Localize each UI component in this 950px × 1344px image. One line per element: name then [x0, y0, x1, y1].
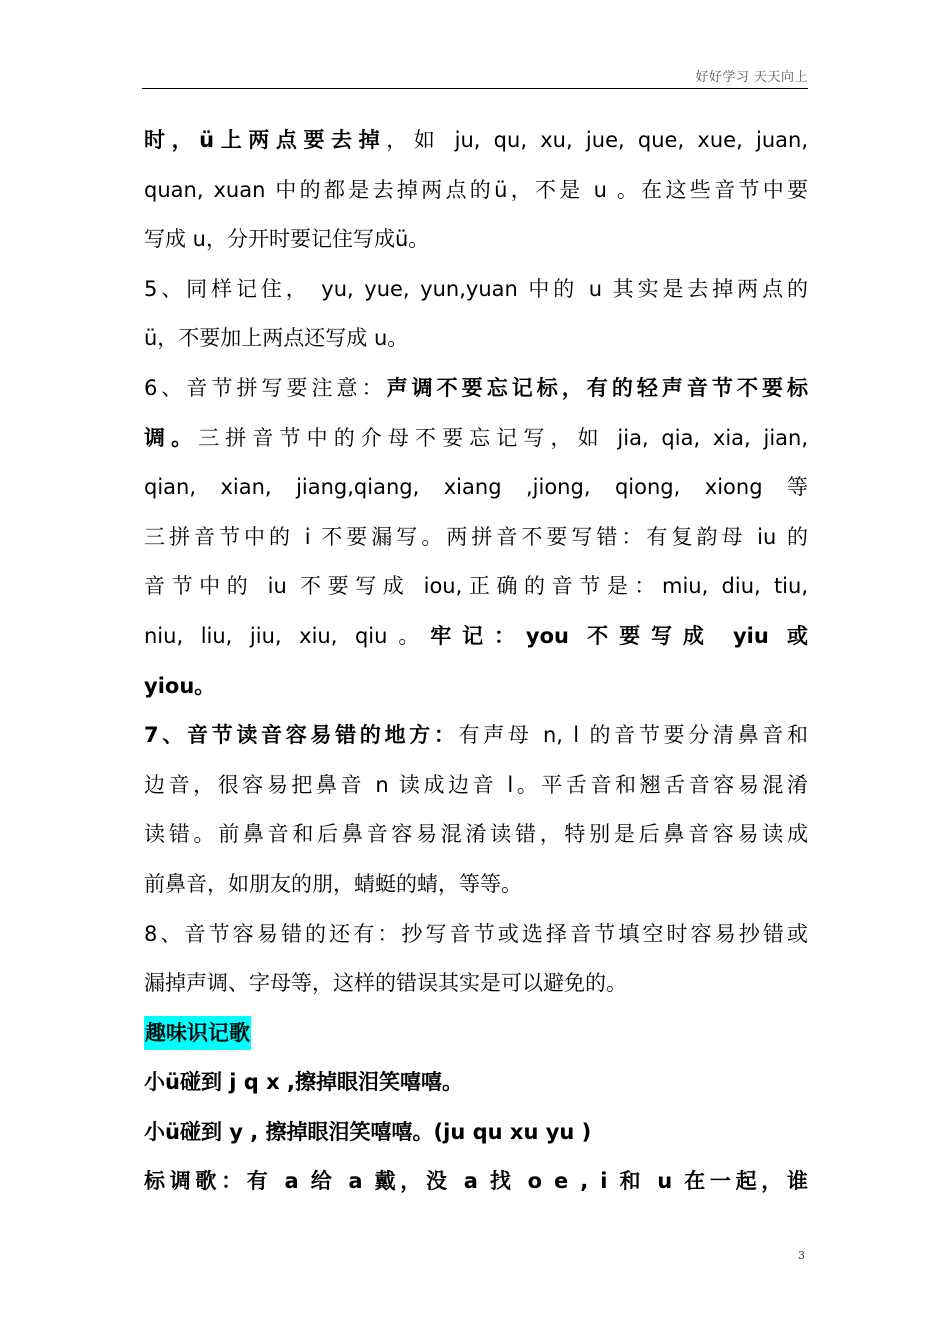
- header-divider: [142, 88, 808, 89]
- regular-text: 有声母 n, l 的音节要分清鼻音和: [458, 723, 808, 748]
- text-line-1: [144, 116, 808, 166]
- bold-text: 声调不要忘记标，有的轻声音节不要标: [386, 375, 808, 400]
- text-line-21: [144, 1108, 808, 1158]
- text-line-10: 音节中的 iu 不要写成 iou,正确的音节是：miu, diu, tiu,: [144, 574, 808, 599]
- regular-text: niu, liu, jiu, xiu, qiu。: [144, 623, 431, 648]
- text-line-15: 读错。前鼻音和后鼻音容易混淆读错，特别是后鼻音容易读成: [144, 822, 808, 847]
- document-body: [144, 116, 808, 1207]
- bold-text: 标调歌：有 a 给 a 戴，没 a 找 o e , i 和 u 在一起，谁: [144, 1169, 808, 1194]
- text-line-17: 8、音节容易错的还有：抄写音节或选择音节填空时容易抄错或: [144, 921, 808, 946]
- regular-text: 三拼音节中的介母不要忘记写，如 jia, qia, xia, jian,: [198, 425, 808, 450]
- text-line-12: [144, 662, 808, 712]
- text-line-8: qian, xian, jiang,qiang, xiang ,jiong, qiong, xiong 等: [144, 475, 808, 500]
- bold-text: 调。: [144, 425, 199, 450]
- regular-text: ，如 ju, qu, xu, jue, que, xue, juan,: [386, 128, 808, 152]
- page-number: 3: [798, 1249, 805, 1262]
- text-line-22: [144, 1157, 808, 1207]
- text-line-18: 漏掉声调、字母等，这样的错误其实是可以避免的。: [144, 971, 627, 996]
- bold-text: 小ü碰到 j q x ,擦掉眼泪笑嘻嘻。: [144, 1070, 463, 1095]
- text-line-11: [144, 612, 808, 662]
- text-line-4: 5、同样记住， yu, yue, yun,yuan 中的 u 其实是去掉两点的: [144, 276, 808, 301]
- bold-text: 牢记：you 不要写成 yiu 或: [430, 623, 808, 648]
- regular-text: 6、音节拼写要注意：: [144, 375, 387, 400]
- highlighted-heading: 趣味识记歌: [144, 1016, 251, 1050]
- text-line-14: 边音，很容易把鼻音 n 读成边音 l。平舌音和翘舌音容易混淆: [144, 772, 808, 797]
- text-line-9: 三拼音节中的 i 不要漏写。两拼音不要写错：有复韵母 iu 的: [144, 524, 808, 549]
- text-line-20: [144, 1058, 808, 1108]
- text-line-13: [144, 711, 808, 761]
- section-heading-line: [144, 1009, 808, 1059]
- text-line-5: ü，不要加上两点还写成 u。: [144, 326, 409, 351]
- text-line-2: quan, xuan 中的都是去掉两点的ü，不是 u 。在这些音节中要: [144, 177, 808, 202]
- text-line-16: 前鼻音，如朋友的朋，蜻蜓的蜻，等等。: [144, 871, 522, 896]
- text-line-6: [144, 364, 808, 414]
- text-line-3: 写成 u，分开时要记住写成ü。: [144, 227, 430, 252]
- bold-text: 小ü碰到 y , 擦掉眼泪笑嘻嘻。(ju qu xu yu ): [144, 1119, 592, 1144]
- text-line-7: [144, 414, 808, 464]
- bold-text: yiou。: [144, 673, 216, 698]
- page-header-text: 好好学习 天天向上: [695, 70, 808, 85]
- bold-text: 7、音节读音容易错的地方：: [144, 723, 459, 748]
- bold-text: 时，ü上两点要去掉: [144, 128, 387, 152]
